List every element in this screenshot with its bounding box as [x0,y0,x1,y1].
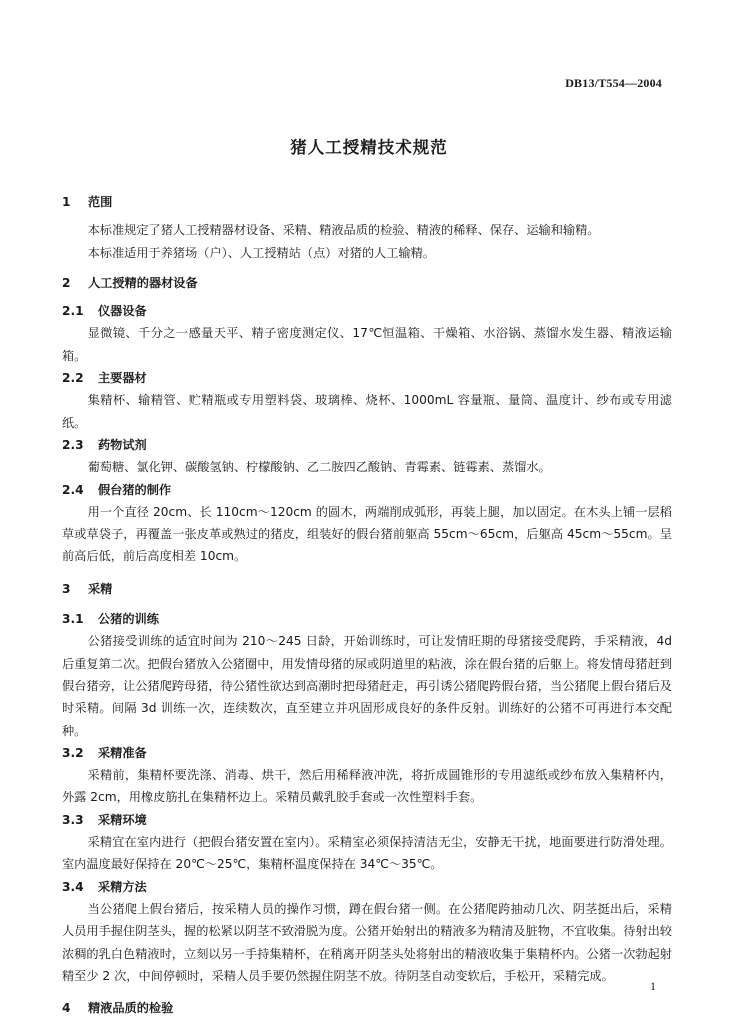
paragraph: 采精宜在室内进行（把假台猪安置在室内）。采精室必须保持清洁无尘，安静无干扰，地面要进行防滑处理。室内温度最好保持在 20℃～25℃，集精杯温度保持在 34℃～35℃。 [62,835,672,872]
section-heading [62,578,672,600]
subsection-number: 3.1 [62,612,84,627]
subsection-title: 采精环境 [98,812,147,827]
paragraph: 葡萄糖、氯化钾、碳酸氢钠、柠檬酸钠、乙二胺四乙酸钠、青霉素、链霉素、蒸馏水。 [87,460,551,475]
paragraph: 采精前，集精杯要洗涤、消毒、烘干，然后用稀释液冲洗，将折成圆锥形的专用滤纸或纱布放入集精杯内，外露 2cm，用橡皮筋扎在集精杯边上。采精员戴乳胶手套或一次性塑料手套。 [62,768,672,805]
section-number: 4 [62,1001,71,1016]
document-body [62,191,672,1019]
subsection-number: 3.3 [62,812,84,827]
subsection-title: 药物试剂 [98,437,147,452]
section-title: 人工授精的器材设备 [88,275,198,290]
section-title: 精液品质的检验 [88,1001,174,1016]
section-number: 3 [62,581,71,596]
paragraph: 集精杯、输精管、贮精瓶或专用塑料袋、玻璃棒、烧杯、1000mL 容量瓶、量筒、温度计、纱布或专用滤纸。 [62,393,672,430]
section-heading [62,272,672,294]
section-number: 1 [62,195,71,209]
subsection-heading [62,479,672,501]
paragraph: 本标准适用于养猪场（户）、人工授精站（点）对猪的人工输精。 [87,245,435,260]
subsection-number: 3.4 [62,879,84,894]
paragraph: 公猪接受训练的适宜时间为 210～245 日龄，开始训练时，可让发情旺期的母猪接受爬跨，手采精液，4d 后重复第二次。把假台猪放入公猪圈中，用发情母猪的尿或阴道里的粘液，涂在假台猪的后躯上。将发情母猪赶到假台猪旁，让公猪爬跨母猪，待公猪性欲达到高潮时把母猪赶走，再引诱公猪爬跨假台猪，当公猪爬上假台猪后及时采精。间隔 3d 训练一次，连续数次，直至建立并巩固形成良好的条件反射。训练好的公猪不可再进行本交配种。 [62,634,672,738]
subsection-title: 主要器材 [98,371,147,386]
subsection-number: 2.4 [62,482,84,497]
paragraph: 显微镜、千分之一感量天平、精子密度测定仪、17℃恒温箱、干燥箱、水浴锅、蒸馏水发生器、精液运输箱。 [62,326,672,363]
standard-code: DB13/T554—2004 [565,76,662,90]
paragraph: 用一个直径 20cm、长 110cm～120cm 的圆木，两端削成弧形，再装上腿，加以固定。在木头上铺一层稻草或草袋子，再覆盖一张皮革或熟过的猪皮，组装好的假台猪前躯高 55cm～65cm，后躯高 45cm～55cm。呈前高后低，前后高度相差 10cm。 [62,504,672,564]
subsection-number: 2.2 [62,371,84,386]
subsection-title: 假台猪的制作 [98,482,172,497]
subsection-number: 3.2 [62,745,84,760]
subsection-title: 采精方法 [98,879,147,894]
document-title: 猪人工授精技术规范 [290,138,448,157]
section-title: 范围 [88,195,113,209]
subsection-number: 2.1 [62,304,84,319]
subsection-heading [62,300,672,322]
subsection-number: 2.3 [62,437,84,452]
subsection-heading [62,809,672,831]
subsection-title: 采精准备 [98,745,147,760]
subsection-heading [62,608,672,630]
subsection-heading [62,367,672,389]
section-number: 2 [62,275,71,290]
page-number: 1 [650,979,656,993]
paragraph: 本标准规定了猪人工授精器材设备、采精、精液品质的检验、精液的稀释、保存、运输和输精。 [87,223,600,238]
section-heading [62,191,672,213]
subsection-heading [62,876,672,898]
subsection-heading [62,434,672,456]
section-title: 采精 [88,581,113,596]
paragraph: 当公猪爬上假台猪后，按采精人员的操作习惯，蹲在假台猪一侧。在公猪爬跨抽动几次、阴茎挺出后，采精人员用手握住阴茎头，握的松紧以阴茎不致滑脱为度。公猪开始射出的精液多为精清及脏物，不宜收集。待射出较浓稠的乳白色精液时，立刻以另一手持集精杯，在稍离开阴茎头处将射出的精液收集于集精杯内。公猪一次勃起射精至少 2 次，中间停顿时，采精人员手要仍然握住阴茎不放。待阴茎自动变软后，手松开，采精完成。 [62,901,672,983]
subsection-title: 仪器设备 [98,304,147,319]
subsection-heading [62,742,672,764]
section-heading [62,997,672,1019]
subsection-title: 公猪的训练 [98,612,159,627]
